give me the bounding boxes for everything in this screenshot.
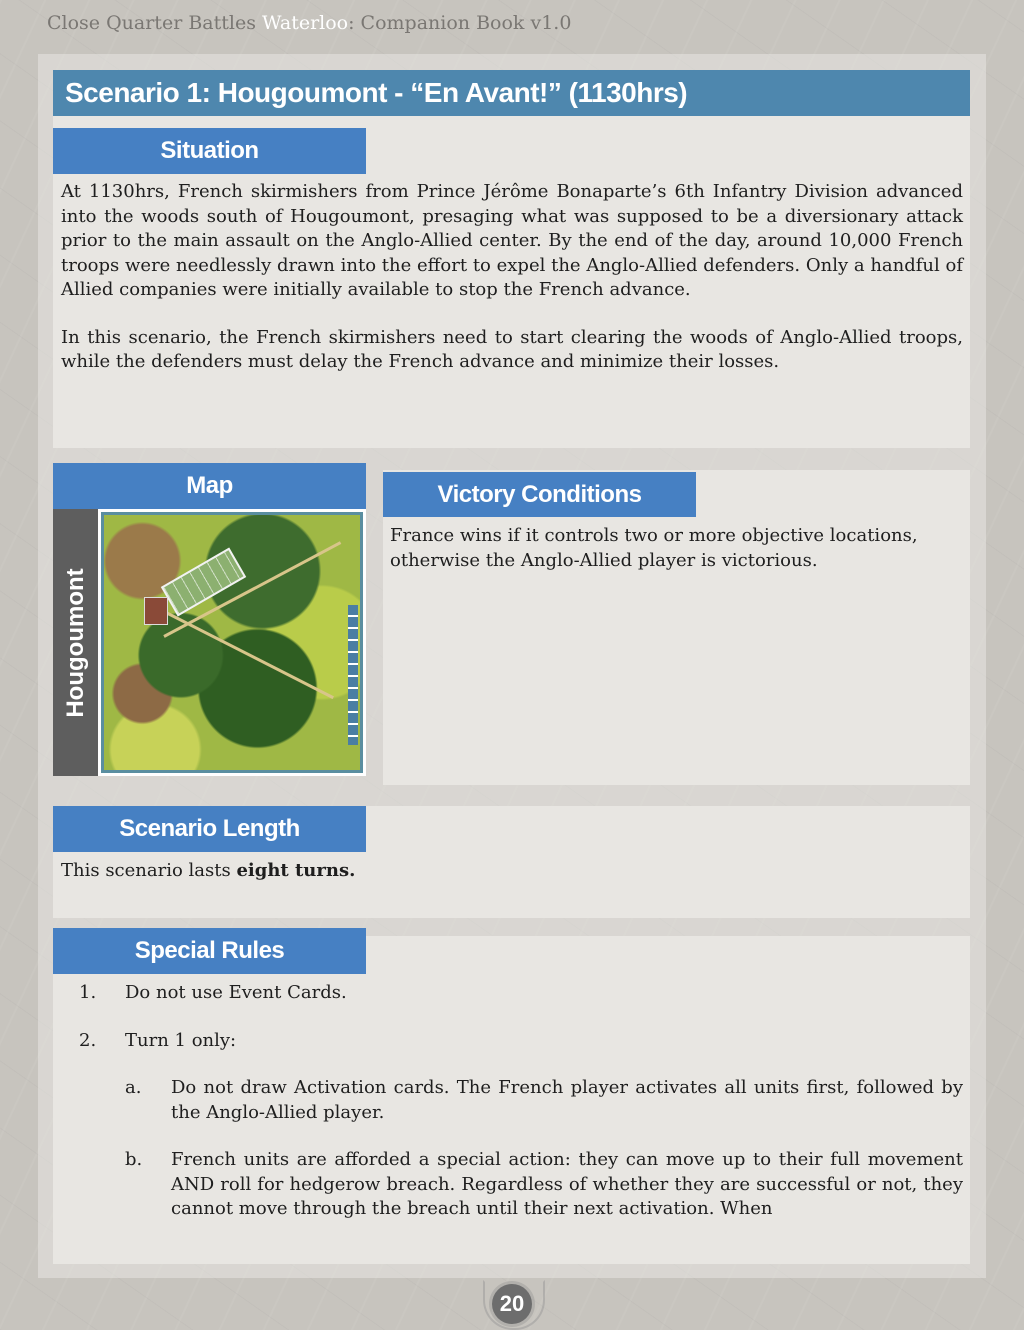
map-road (163, 610, 334, 699)
page-title: Scenario 1: Hougoumont - “En Avant!” (1130hrs) (53, 70, 970, 116)
length-text-prefix: This scenario lasts (61, 860, 237, 881)
running-head-prefix: Close Quarter Battles (47, 12, 262, 34)
length-heading: Scenario Length (53, 806, 366, 852)
subrule-letter: a. (125, 1077, 142, 1098)
scenario-map-image (101, 512, 363, 773)
victory-text: France wins if it controls two or more objective locations, otherwise the Anglo-Allied player is victorious. (390, 525, 918, 571)
map-garden (161, 548, 246, 617)
page-number: 20 (492, 1284, 532, 1324)
victory-panel (383, 470, 970, 785)
rule-number: 1. (79, 982, 97, 1003)
subrule-letter: b. (125, 1149, 143, 1170)
situation-paragraph-2: In this scenario, the French skirmishers need to start clearing the woods of Anglo-Allied troops, while the defenders must delay the French advance and minimize their losses. (61, 326, 963, 372)
subrule-text: French units are afforded a special action: they can move up to their full movement AND roll for hedgerow breach. Regardless of whether they are successful or not, they cannot move through the breach until their next activation. When (171, 1149, 963, 1219)
rule-number: 2. (79, 1030, 97, 1051)
subrule-text: Do not draw Activation cards. The French player activates all units first, followed by the Anglo-Allied player. (171, 1077, 963, 1123)
map-farm-buildings (144, 597, 168, 625)
situation-paragraph-1: At 1130hrs, French skirmishers from Prince Jérôme Bonaparte’s 6th Infantry Division advanced into the woods south of Hougoumont, presaging what was supposed to be a diversionary attack prior to the main assault on the Anglo-Allied center. By the end of the day, around 10,000 French troops were needlessly drawn into the effort to expel the Anglo-Allied defenders. Only a handful of Allied companies were initially available to stop the French advance. (61, 181, 963, 300)
running-head (47, 12, 571, 34)
running-head-suffix: : Companion Book v1.0 (348, 12, 572, 34)
special-rules-heading: Special Rules (53, 928, 366, 974)
map-turn-track (348, 605, 358, 745)
rule-text: Turn 1 only: (125, 1030, 237, 1051)
map-name: Hougoumont (61, 567, 89, 718)
map-side-label (53, 509, 98, 776)
map-heading: Map (53, 463, 366, 509)
victory-heading: Victory Conditions (383, 472, 696, 517)
rule-text: Do not use Event Cards. (125, 982, 347, 1003)
length-text (61, 859, 961, 884)
length-turns: eight turns. (236, 860, 356, 881)
situation-text (61, 180, 963, 398)
running-head-highlight: Waterloo (261, 12, 349, 34)
situation-heading: Situation (53, 128, 366, 174)
